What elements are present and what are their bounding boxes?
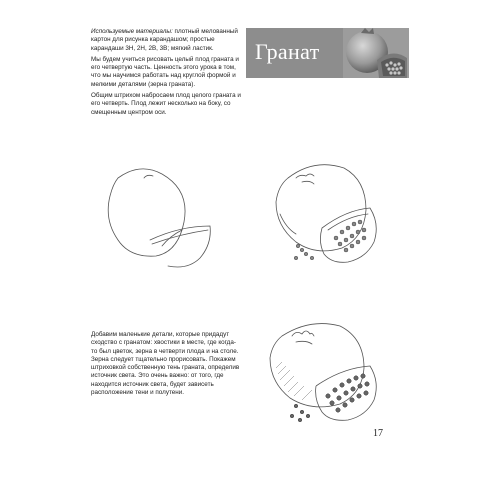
title-banner xyxy=(246,28,409,78)
materials-label: Используемые материалы: xyxy=(91,28,173,35)
sketch-instructions: Общим штрихом набросаем плод целого граната и его четверть. Плод лежит несколько на боку, со смещенным центром оси. xyxy=(91,92,241,116)
sketch-step-2 xyxy=(266,158,406,278)
materials-text: плотный мелованный картон для рисунка карандашом; простые карандаши 3H, 2H, 2B, 3B; мягкий ластик. xyxy=(91,28,238,52)
sketch-step-1 xyxy=(100,160,250,280)
page-number: 17 xyxy=(373,428,383,439)
detail-instructions xyxy=(91,331,241,397)
intro-text xyxy=(91,28,241,120)
page-title: Гранат xyxy=(255,39,320,64)
detail-paragraph: Добавим маленькие детали, которые придадут сходство с гранатом: хвостики в месте, где когда-то был цветок, зерна в четверти плода и на столе. Зерна следует тщательно прорисовать. Покажем штриховкой собственную тень граната, определив источник света. Это очень важно: от того, где находится источник света, будет зависеть расположение тени и полутени. xyxy=(91,331,240,397)
sketch-step-3 xyxy=(262,318,407,428)
lesson-description: Мы будем учиться рисовать целый плод граната и его четвертую часть. Ценность этого урока в том, что мы научимся работать над круглой формой и мелкими деталями (зерна граната). xyxy=(91,55,239,88)
pomegranate-photo xyxy=(343,28,409,78)
materials-paragraph xyxy=(91,28,241,53)
